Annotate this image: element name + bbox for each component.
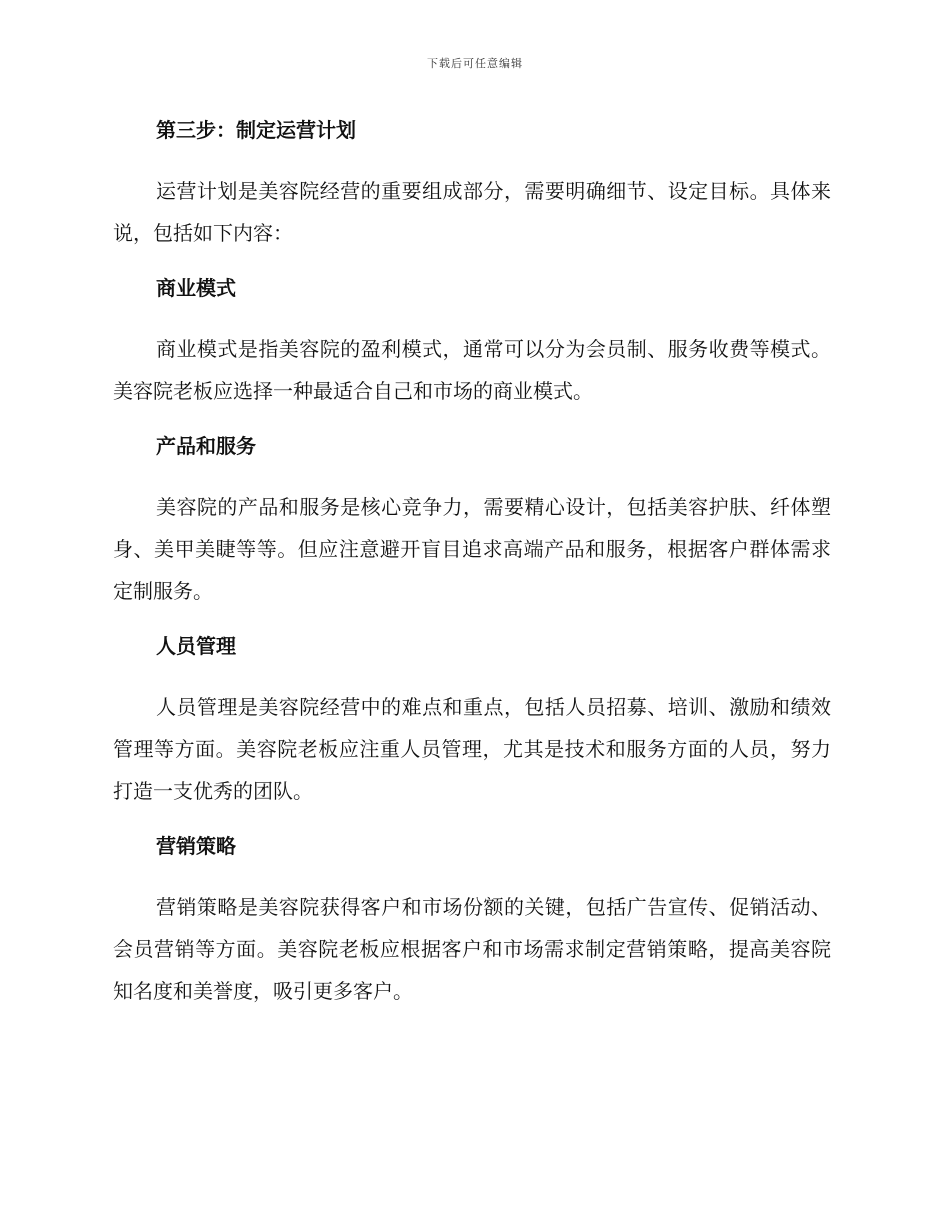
section-heading-step-three: 第三步：制定运营计划 [156,118,356,142]
page-header-note: 下载后可任意编辑 [427,57,523,70]
section-paragraph-marketing-strategy: 营销策略是美容院获得客户和市场份额的关键，包括广告宣传、促销活动、会员营销等方面。美容院老板应根据客户和市场需求制定营销策略，提高美容院知名度和美誉度，吸引更多客户。 [113,895,831,1003]
section-heading-products-services: 产品和服务 [156,434,256,458]
document-body [113,112,831,1012]
section-paragraph-step-three: 运营计划是美容院经营的重要组成部分，需要明确细节、设定目标。具体来说，包括如下内容： [113,179,831,245]
section-paragraph-business-model: 商业模式是指美容院的盈利模式，通常可以分为会员制、服务收费等模式。美容院老板应选择一种最适合自己和市场的商业模式。 [113,337,831,403]
section-paragraph-staff-management: 人员管理是美容院经营中的难点和重点，包括人员招募、培训、激励和绩效管理等方面。美容院老板应注重人员管理，尤其是技术和服务方面的人员，努力打造一支优秀的团队。 [113,695,831,803]
section-heading-marketing-strategy: 营销策略 [156,834,236,858]
section-heading-business-model: 商业模式 [156,276,236,300]
section-paragraph-products-services: 美容院的产品和服务是核心竞争力，需要精心设计，包括美容护肤、纤体塑身、美甲美睫等等。但应注意避开盲目追求高端产品和服务，根据客户群体需求定制服务。 [113,495,831,603]
section-heading-staff-management: 人员管理 [156,634,236,658]
